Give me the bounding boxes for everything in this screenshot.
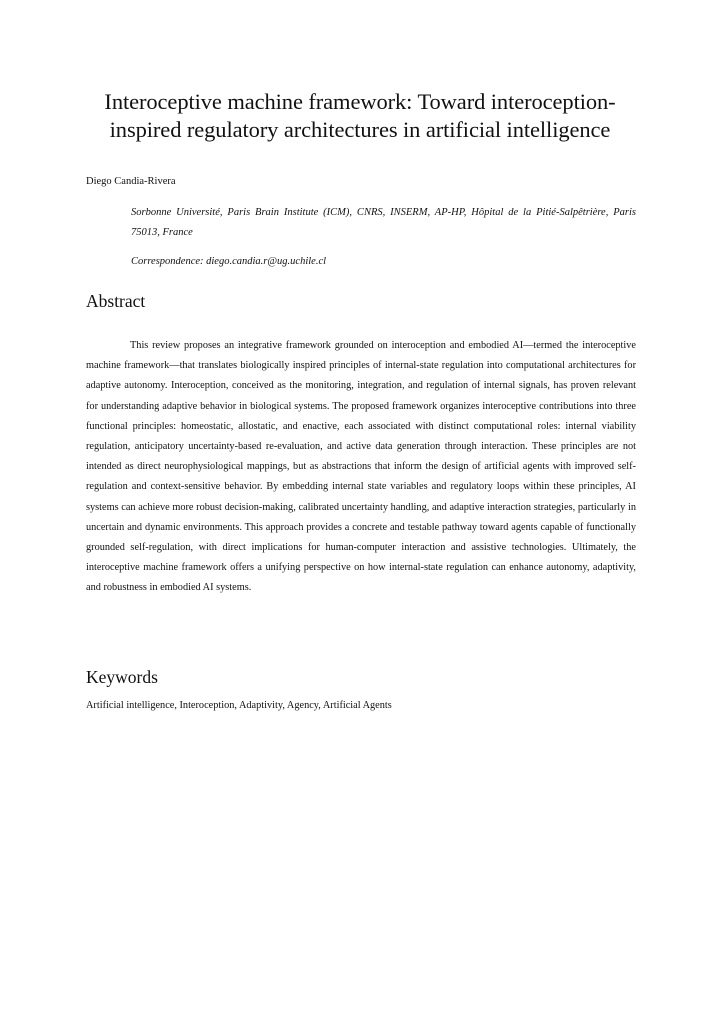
keywords-text: Artificial intelligence, Interoception, Adaptivity, Agency, Artificial Agents xyxy=(86,700,392,711)
author-affiliation: Sorbonne Université, Paris Brain Institute (ICM), CNRS, INSERM, AP-HP, Hôpital de la Pitié-Salpêtrière, Paris 75013, France xyxy=(131,207,636,238)
keywords-heading: Keywords xyxy=(86,667,158,687)
correspondence-line: Correspondence: diego.candia.r@ug.uchile.cl xyxy=(131,256,327,267)
abstract-text: This review proposes an integrative framework grounded on interoception and embodied AI—termed the interoceptive machine framework—that translates biologically inspired principles of internal-state regulation into computational architectures for adaptive autonomy. Interoception, conceived as the monitoring, integration, and regulation of internal signals, has proven relevant for understanding adaptive behavior in biological systems. The proposed framework organizes interoceptive contributions into three functional principles: homeostatic, allostatic, and enactive, each associated with distinct computational roles: internal viability regulation, anticipatory uncertainty-based re-evaluation, and active data generation through interaction. These principles are not intended as direct neurophysiological mappings, but as abstractions that inform the design of artificial agents with improved self-regulation and context-sensitive behavior. By embedding internal state variables and regulatory loops within these principles, AI systems can achieve more robust decision-making, calibrated uncertainty handling, and adaptive interaction strategies, particularly in uncertain and dynamic environments. This approach provides a concrete and testable pathway toward agents capable of functionally grounded self-regulation, with direct implications for human-computer interaction and assistive technologies. Ultimately, the interoceptive machine framework offers a unifying perspective on how internal-state regulation can enhance autonomy, adaptivity, and robustness in embodied AI systems. xyxy=(86,340,636,594)
abstract-heading: Abstract xyxy=(86,291,146,311)
paper-title: Interoceptive machine framework: Toward interoception-inspired regulatory architectures in artificial intelligence xyxy=(104,89,616,142)
author-name: Diego Candia-Rivera xyxy=(86,176,176,187)
